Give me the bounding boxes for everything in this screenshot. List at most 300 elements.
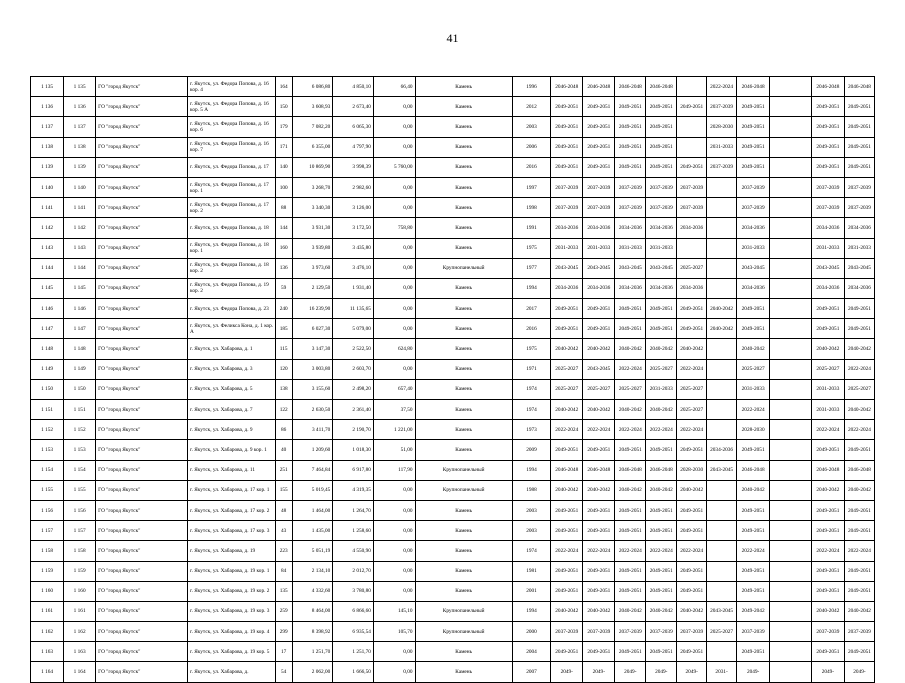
repair-period-7-cell: 2022-2024 (737, 541, 770, 561)
repair-period-4-cell: 2049-2051 (646, 561, 677, 581)
repair-period-10-cell: 2031-2033 (844, 238, 874, 258)
repair-period-3-cell: 2037-2039 (615, 198, 646, 218)
table-row (31, 198, 875, 218)
address-cell: г. Якутск, ул. Хабарова, д. 9 (188, 420, 276, 440)
year-built-cell: 2003 (512, 117, 550, 137)
non-residential-area-cell: 0,00 (373, 198, 415, 218)
repair-period-2-cell: 2049-2051 (583, 642, 615, 662)
record-number-cell: 1 156 (64, 500, 96, 520)
non-residential-area-cell: 0,00 (373, 117, 415, 137)
table-row (31, 521, 875, 541)
repair-period-2-cell: 2037-2039 (583, 177, 615, 197)
repair-period-2-cell: 2034-2036 (583, 278, 615, 298)
repair-period-5-cell: 2037-2039 (677, 198, 707, 218)
wall-material-cell: Камень (415, 420, 512, 440)
total-area-cell: 5 051,19 (292, 541, 333, 561)
wall-material-cell: Камень (415, 662, 512, 682)
repair-period-5-cell: 2049-2051 (677, 440, 707, 460)
repair-period-7-cell: 2049-2051 (737, 642, 770, 662)
total-area-cell: 8 398,92 (292, 622, 333, 642)
municipality-cell: ГО "город Якутск" (96, 198, 188, 218)
table-row (31, 662, 875, 682)
non-residential-area-cell: 51,00 (373, 440, 415, 460)
repair-period-4-cell: 2034-2036 (646, 278, 677, 298)
wall-material-cell: Камень (415, 157, 512, 177)
total-area-cell: 1 435,00 (292, 521, 333, 541)
row-index-cell: 1 162 (31, 622, 64, 642)
repair-period-3-cell: 2040-2042 (615, 400, 646, 420)
repair-period-1-cell: 2040-2042 (551, 400, 583, 420)
repair-period-4-cell: 2049-2051 (646, 137, 677, 157)
repair-period-9-cell: 2034-2036 (811, 278, 844, 298)
repair-period-7-cell: 2037-2039 (737, 177, 770, 197)
table-row (31, 642, 875, 662)
year-built-cell: 2000 (512, 622, 550, 642)
repair-period-3-cell: 2049-2051 (615, 97, 646, 117)
apartments-cell: 251 (275, 460, 292, 480)
non-residential-area-cell: 0,00 (373, 299, 415, 319)
year-built-cell: 2009 (512, 440, 550, 460)
repair-period-8-cell (770, 137, 812, 157)
wall-material-cell: Камень (415, 198, 512, 218)
repair-period-2-cell: 2022-2024 (583, 420, 615, 440)
address-cell: г. Якутск, ул. Федора Попова, д. 16 кор. 5 А (188, 97, 276, 117)
repair-period-6-cell (707, 177, 737, 197)
repair-period-2-cell: 2049-2051 (583, 521, 615, 541)
row-index-cell: 1 144 (31, 258, 64, 278)
non-residential-area-cell: 0,00 (373, 319, 415, 339)
repair-period-6-cell (707, 379, 737, 399)
repair-period-8-cell (770, 218, 812, 238)
address-cell: г. Якутск, ул. Федора Попова, д. 18 кор. 1 (188, 238, 276, 258)
living-area-cell: 6 866,60 (333, 601, 374, 621)
repair-period-4-cell: 2037-2039 (646, 177, 677, 197)
wall-material-cell: Камень (415, 521, 512, 541)
repair-period-8-cell (770, 319, 812, 339)
non-residential-area-cell: 0,00 (373, 480, 415, 500)
repair-period-7-cell: 2031-2033 (737, 238, 770, 258)
repair-period-1-cell: 2025-2027 (551, 379, 583, 399)
repair-period-6-cell (707, 500, 737, 520)
repair-period-5-cell: 2049-2051 (677, 521, 707, 541)
repair-period-9-cell: 2049-2051 (811, 137, 844, 157)
repair-period-9-cell: 2049-2051 (811, 117, 844, 137)
repair-period-5-cell (677, 137, 707, 157)
repair-period-6-cell (707, 400, 737, 420)
year-built-cell: 1994 (512, 460, 550, 480)
apartments-cell: 155 (275, 480, 292, 500)
repair-period-5-cell: 2037-2039 (677, 622, 707, 642)
repair-period-3-cell: 2040-2042 (615, 339, 646, 359)
apartments-cell: 259 (275, 601, 292, 621)
repair-period-3-cell: 2043-2045 (615, 258, 646, 278)
repair-period-4-cell: 2046-2048 (646, 460, 677, 480)
repair-period-2-cell: 2043-2045 (583, 258, 615, 278)
repair-period-9-cell: 2031-2033 (811, 238, 844, 258)
repair-period-1-cell: 2040-2042 (551, 601, 583, 621)
repair-period-7-cell: 2049-2051 (737, 521, 770, 541)
repair-period-8-cell (770, 359, 812, 379)
year-built-cell: 1974 (512, 400, 550, 420)
repair-period-6-cell: 2028-2030 (707, 117, 737, 137)
table-row (31, 137, 875, 157)
table-row (31, 500, 875, 520)
table-row (31, 480, 875, 500)
repair-period-5-cell: 2022-2024 (677, 359, 707, 379)
wall-material-cell: Камень (415, 379, 512, 399)
repair-period-9-cell: 2043-2045 (811, 258, 844, 278)
record-number-cell: 1 147 (64, 319, 96, 339)
year-built-cell: 2004 (512, 642, 550, 662)
repair-period-5-cell: 2049-2051 (677, 157, 707, 177)
non-residential-area-cell: 0,00 (373, 177, 415, 197)
repair-period-3-cell: 2049-2051 (615, 642, 646, 662)
repair-period-8-cell (770, 238, 812, 258)
table-row (31, 359, 875, 379)
repair-period-1-cell: 2046-2048 (551, 460, 583, 480)
repair-period-5-cell: 2040-2042 (677, 339, 707, 359)
repair-period-7-cell: 2046-2048 (737, 460, 770, 480)
wall-material-cell: Камень (415, 642, 512, 662)
repair-period-2-cell: 2022-2024 (583, 541, 615, 561)
table-row (31, 561, 875, 581)
repair-period-2-cell: 2049- (583, 662, 615, 682)
apartments-cell: 100 (275, 177, 292, 197)
repair-period-4-cell: 2046-2048 (646, 77, 677, 97)
address-cell: г. Якутск, ул. Федора Попова, д. 17 кор. 2 (188, 198, 276, 218)
living-area-cell: 6 065,30 (333, 117, 374, 137)
non-residential-area-cell: 0,00 (373, 642, 415, 662)
repair-period-6-cell: 2043-2045 (707, 601, 737, 621)
address-cell: г. Якутск, ул. Федора Попова, д. 16 кор. 7 (188, 137, 276, 157)
wall-material-cell: Камень (415, 561, 512, 581)
municipality-cell: ГО "город Якутск" (96, 400, 188, 420)
repair-period-7-cell: 2049- (737, 662, 770, 682)
repair-period-8-cell (770, 642, 812, 662)
apartments-cell: 86 (275, 420, 292, 440)
total-area-cell: 3 147,30 (292, 339, 333, 359)
repair-period-8-cell (770, 500, 812, 520)
repair-period-9-cell: 2034-2036 (811, 218, 844, 238)
address-cell: г. Якутск, ул. Федора Попова, д. 19 кор. 2 (188, 278, 276, 298)
repair-period-9-cell: 2049-2051 (811, 561, 844, 581)
non-residential-area-cell: 66,40 (373, 77, 415, 97)
living-area-cell: 4 550,90 (333, 541, 374, 561)
non-residential-area-cell: 105,70 (373, 622, 415, 642)
municipality-cell: ГО "город Якутск" (96, 97, 188, 117)
total-area-cell: 10 869,90 (292, 157, 333, 177)
total-area-cell: 6 027,30 (292, 319, 333, 339)
record-number-cell: 1 161 (64, 601, 96, 621)
record-number-cell: 1 162 (64, 622, 96, 642)
repair-period-5-cell: 2025-2027 (677, 400, 707, 420)
repair-period-3-cell: 2022-2024 (615, 420, 646, 440)
repair-period-1-cell: 2046-2048 (551, 77, 583, 97)
apartments-cell: 88 (275, 198, 292, 218)
repair-period-10-cell: 2049-2051 (844, 157, 874, 177)
repair-period-1-cell: 2049-2051 (551, 97, 583, 117)
apartments-cell: 48 (275, 500, 292, 520)
repair-period-6-cell: 2043-2045 (707, 460, 737, 480)
row-index-cell: 1 148 (31, 339, 64, 359)
address-cell: г. Якутск, ул. Хабарова, д. 11 (188, 460, 276, 480)
repair-period-3-cell: 2046-2048 (615, 77, 646, 97)
municipality-cell: ГО "город Якутск" (96, 420, 188, 440)
repair-period-7-cell: 2049-2051 (737, 581, 770, 601)
living-area-cell: 11 135,65 (333, 299, 374, 319)
year-built-cell: 1991 (512, 218, 550, 238)
repair-period-8-cell (770, 622, 812, 642)
year-built-cell: 1975 (512, 339, 550, 359)
living-area-cell: 1 018,30 (333, 440, 374, 460)
living-area-cell: 3 780,80 (333, 581, 374, 601)
year-built-cell: 1994 (512, 601, 550, 621)
row-index-cell: 1 147 (31, 319, 64, 339)
living-area-cell: 5 079,00 (333, 319, 374, 339)
repair-period-1-cell: 2049- (551, 662, 583, 682)
row-index-cell: 1 158 (31, 541, 64, 561)
repair-period-10-cell: 2022-2024 (844, 359, 874, 379)
row-index-cell: 1 155 (31, 480, 64, 500)
repair-period-1-cell: 2049-2051 (551, 157, 583, 177)
repair-period-6-cell (707, 642, 737, 662)
repair-period-3-cell: 2040-2042 (615, 601, 646, 621)
repair-period-2-cell: 2043-2045 (583, 359, 615, 379)
non-residential-area-cell: 1 221,00 (373, 420, 415, 440)
apartments-cell: 43 (275, 521, 292, 541)
year-built-cell: 1996 (512, 77, 550, 97)
repair-period-10-cell: 2049-2051 (844, 97, 874, 117)
total-area-cell: 2 129,50 (292, 278, 333, 298)
non-residential-area-cell: 117,90 (373, 460, 415, 480)
repair-period-10-cell: 2043-2045 (844, 258, 874, 278)
repair-period-7-cell: 2025-2027 (737, 359, 770, 379)
repair-period-9-cell: 2022-2024 (811, 541, 844, 561)
repair-period-3-cell: 2022-2024 (615, 541, 646, 561)
repair-period-2-cell: 2037-2039 (583, 198, 615, 218)
repair-period-1-cell: 2034-2036 (551, 218, 583, 238)
repair-period-1-cell: 2022-2024 (551, 420, 583, 440)
apartments-cell: 120 (275, 359, 292, 379)
wall-material-cell: Крупнопанельный (415, 480, 512, 500)
municipality-cell: ГО "город Якутск" (96, 460, 188, 480)
repair-period-6-cell (707, 521, 737, 541)
apartments-cell: 185 (275, 319, 292, 339)
repair-period-8-cell (770, 198, 812, 218)
repair-period-2-cell: 2037-2039 (583, 622, 615, 642)
repair-period-10-cell: 2022-2024 (844, 541, 874, 561)
repair-period-10-cell: 2022-2024 (844, 420, 874, 440)
repair-period-10-cell: 2049-2051 (844, 500, 874, 520)
repair-period-10-cell: 2040-2042 (844, 480, 874, 500)
year-built-cell: 1975 (512, 238, 550, 258)
repair-period-6-cell (707, 198, 737, 218)
repair-period-4-cell: 2049-2051 (646, 521, 677, 541)
living-area-cell: 2 498,20 (333, 379, 374, 399)
repair-period-10-cell: 2046-2048 (844, 460, 874, 480)
row-index-cell: 1 150 (31, 379, 64, 399)
repair-period-10-cell: 2049-2051 (844, 137, 874, 157)
repair-period-7-cell: 2031-2033 (737, 379, 770, 399)
repair-period-8-cell (770, 258, 812, 278)
row-index-cell: 1 137 (31, 117, 64, 137)
municipality-cell: ГО "город Якутск" (96, 379, 188, 399)
year-built-cell: 2001 (512, 581, 550, 601)
living-area-cell: 2 361,40 (333, 400, 374, 420)
total-area-cell: 6 355,00 (292, 137, 333, 157)
repair-period-9-cell: 2049-2051 (811, 500, 844, 520)
repair-period-1-cell: 2049-2051 (551, 137, 583, 157)
wall-material-cell: Камень (415, 400, 512, 420)
repair-period-4-cell: 2037-2039 (646, 622, 677, 642)
repair-period-3-cell: 2049-2051 (615, 299, 646, 319)
total-area-cell: 1 209,60 (292, 440, 333, 460)
repair-period-1-cell: 2049-2051 (551, 521, 583, 541)
wall-material-cell: Камень (415, 218, 512, 238)
address-cell: г. Якутск, ул. Хабарова, д. 9 кор. 1 (188, 440, 276, 460)
repair-period-7-cell: 2049-2051 (737, 319, 770, 339)
repair-period-5-cell: 2049- (677, 662, 707, 682)
repair-period-1-cell: 2037-2039 (551, 177, 583, 197)
wall-material-cell: Камень (415, 500, 512, 520)
total-area-cell: 3 608,93 (292, 97, 333, 117)
living-area-cell: 1 931,40 (333, 278, 374, 298)
total-area-cell: 3 931,30 (292, 218, 333, 238)
repair-period-5-cell: 2028-2030 (677, 460, 707, 480)
table-row (31, 581, 875, 601)
wall-material-cell: Камень (415, 77, 512, 97)
repair-period-3-cell: 2049-2051 (615, 319, 646, 339)
record-number-cell: 1 151 (64, 400, 96, 420)
repair-period-10-cell: 2049-2051 (844, 581, 874, 601)
repair-period-3-cell: 2049-2051 (615, 157, 646, 177)
non-residential-area-cell: 0,00 (373, 521, 415, 541)
repair-period-9-cell: 2040-2042 (811, 601, 844, 621)
repair-period-10-cell: 2040-2042 (844, 601, 874, 621)
repair-period-4-cell: 2049-2051 (646, 157, 677, 177)
repair-period-10-cell: 2040-2042 (844, 400, 874, 420)
repair-period-5-cell: 2049-2051 (677, 299, 707, 319)
total-area-cell: 3 003,80 (292, 359, 333, 379)
record-number-cell: 1 139 (64, 157, 96, 177)
table-row (31, 379, 875, 399)
row-index-cell: 1 136 (31, 97, 64, 117)
record-number-cell: 1 140 (64, 177, 96, 197)
apartments-cell: 135 (275, 581, 292, 601)
repair-period-10-cell: 2025-2027 (844, 379, 874, 399)
repair-period-8-cell (770, 77, 812, 97)
municipality-cell: ГО "город Якутск" (96, 601, 188, 621)
repair-period-8-cell (770, 157, 812, 177)
municipality-cell: ГО "город Якутск" (96, 299, 188, 319)
repair-period-5-cell: 2049-2051 (677, 500, 707, 520)
repair-period-1-cell: 2049-2051 (551, 581, 583, 601)
repair-period-10-cell: 2049-2051 (844, 319, 874, 339)
repair-period-1-cell: 2040-2042 (551, 339, 583, 359)
repair-period-2-cell: 2040-2042 (583, 601, 615, 621)
wall-material-cell: Крупнопанельный (415, 258, 512, 278)
housing-register-table (30, 76, 875, 683)
repair-period-6-cell (707, 278, 737, 298)
address-cell: г. Якутск, ул. Хабарова, д. 17 кор. 3 (188, 521, 276, 541)
total-area-cell: 3 268,70 (292, 177, 333, 197)
row-index-cell: 1 161 (31, 601, 64, 621)
repair-period-8-cell (770, 521, 812, 541)
repair-period-8-cell (770, 299, 812, 319)
repair-period-9-cell: 2049- (811, 662, 844, 682)
municipality-cell: ГО "город Якутск" (96, 278, 188, 298)
year-built-cell: 1994 (512, 278, 550, 298)
record-number-cell: 1 136 (64, 97, 96, 117)
address-cell: г. Якутск, ул. Федора Попова, д. 16 кор. 4 (188, 77, 276, 97)
repair-period-1-cell: 2049-2051 (551, 561, 583, 581)
address-cell: г. Якутск, ул. Феликса Кона, д. 1 кор. А (188, 319, 276, 339)
repair-period-3-cell: 2031-2033 (615, 238, 646, 258)
municipality-cell: ГО "город Якутск" (96, 622, 188, 642)
repair-period-7-cell: 2049-2042 (737, 601, 770, 621)
record-number-cell: 1 153 (64, 440, 96, 460)
address-cell: г. Якутск, ул. Федора Попова, д. 17 кор. 1 (188, 177, 276, 197)
record-number-cell: 1 145 (64, 278, 96, 298)
year-built-cell: 1981 (512, 561, 550, 581)
living-area-cell: 3 435,80 (333, 238, 374, 258)
repair-period-4-cell: 2043-2045 (646, 258, 677, 278)
repair-period-2-cell: 2049-2051 (583, 561, 615, 581)
repair-period-7-cell: 2034-2036 (737, 278, 770, 298)
apartments-cell: 223 (275, 541, 292, 561)
living-area-cell: 2 012,70 (333, 561, 374, 581)
address-cell: г. Якутск, ул. Хабарова, д. 7 (188, 400, 276, 420)
repair-period-3-cell: 2034-2036 (615, 218, 646, 238)
wall-material-cell: Камень (415, 278, 512, 298)
address-cell: г. Якутск, ул. Федора Попова, д. 16 кор. 6 (188, 117, 276, 137)
living-area-cell: 3 126,00 (333, 198, 374, 218)
repair-period-9-cell: 2049-2051 (811, 97, 844, 117)
municipality-cell: ГО "город Якутск" (96, 137, 188, 157)
record-number-cell: 1 148 (64, 339, 96, 359)
repair-period-8-cell (770, 420, 812, 440)
repair-period-1-cell: 2043-2045 (551, 258, 583, 278)
repair-period-10-cell: 2049- (844, 662, 874, 682)
table-row (31, 460, 875, 480)
repair-period-7-cell: 2034-2036 (737, 218, 770, 238)
non-residential-area-cell: 37,50 (373, 400, 415, 420)
address-cell: г. Якутск, ул. Хабарова, д. 1 (188, 339, 276, 359)
repair-period-8-cell (770, 339, 812, 359)
repair-period-7-cell: 2046-2048 (737, 77, 770, 97)
municipality-cell: ГО "город Якутск" (96, 177, 188, 197)
repair-period-2-cell: 2049-2051 (583, 440, 615, 460)
row-index-cell: 1 143 (31, 238, 64, 258)
repair-period-10-cell: 2037-2039 (844, 177, 874, 197)
address-cell: г. Якутск, ул. Хабарова, д. 19 кор. 4 (188, 622, 276, 642)
total-area-cell: 3 939,80 (292, 238, 333, 258)
table-body (31, 77, 875, 683)
repair-period-6-cell: 2034-2036 (707, 440, 737, 460)
repair-period-10-cell: 2034-2036 (844, 218, 874, 238)
repair-period-4-cell: 2049-2051 (646, 97, 677, 117)
repair-period-5-cell: 2037-2039 (677, 177, 707, 197)
living-area-cell: 2 673,40 (333, 97, 374, 117)
repair-period-4-cell: 2040-2042 (646, 339, 677, 359)
record-number-cell: 1 149 (64, 359, 96, 379)
repair-period-3-cell: 2025-2027 (615, 379, 646, 399)
repair-period-4-cell: 2040-2042 (646, 400, 677, 420)
wall-material-cell: Крупнопанельный (415, 622, 512, 642)
wall-material-cell: Камень (415, 581, 512, 601)
repair-period-4-cell: 2031-2033 (646, 379, 677, 399)
repair-period-9-cell: 2022-2024 (811, 420, 844, 440)
